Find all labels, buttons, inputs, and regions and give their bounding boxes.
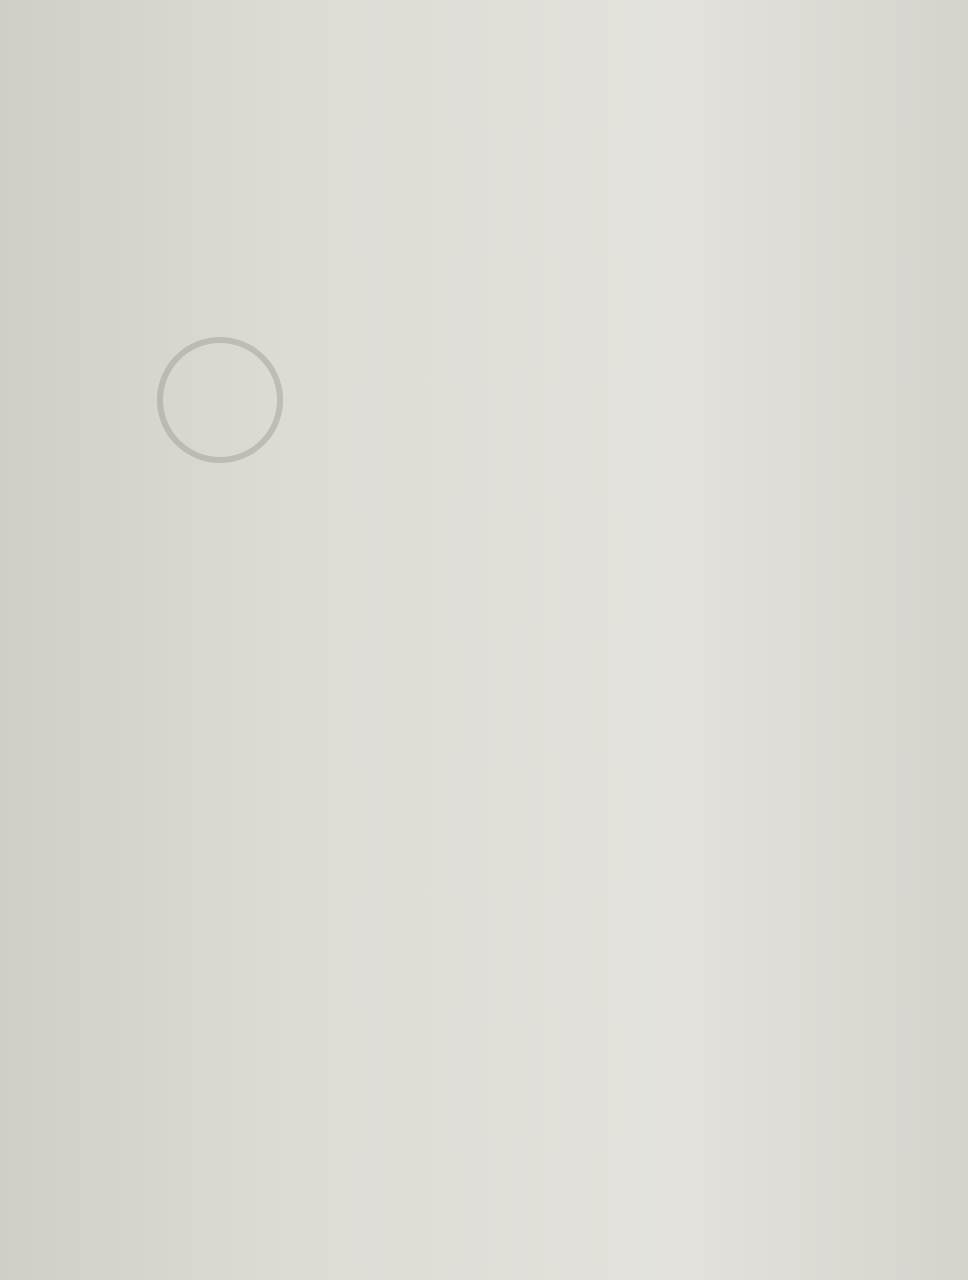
grade-label xyxy=(354,60,355,102)
exam-subtitle xyxy=(354,60,395,103)
